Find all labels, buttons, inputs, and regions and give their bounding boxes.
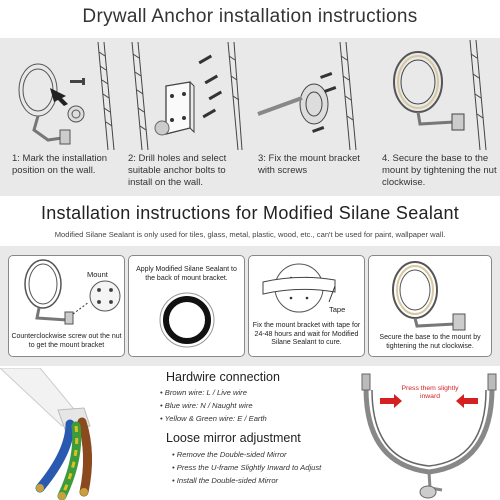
step-1-text: 1: Mark the installation position on the wall. xyxy=(12,153,108,176)
step4-illustration xyxy=(370,40,495,150)
hardwire-item-brown: • Brown wire: L / Live wire xyxy=(160,388,247,397)
step1-illustration xyxy=(8,42,118,150)
hardwire-title: Hardwire connection xyxy=(166,370,280,384)
press-inward-callout: Press them slightly inward xyxy=(401,385,459,400)
loose-item-2: • Press the U-frame Slightly Inward to Adjust xyxy=(172,463,322,472)
sealant-panel-3 xyxy=(248,255,365,357)
step-2-text: 2: Drill holes and select suitable anchor bolts to install on the wall. xyxy=(128,153,227,188)
sealant-note: Modified Silane Sealant is only used for tiles, glass, metal, plastic, wood, etc., can't be used for paint, wallpaper wall. xyxy=(54,230,446,239)
sealant-panel-2 xyxy=(128,255,245,357)
panel-2-caption: Apply Modified Silane Sealant to the back of mount bracket. xyxy=(136,266,237,282)
hardwire-item-green: • Yellow & Green wire: E / Earth xyxy=(160,414,267,423)
tape-illustration xyxy=(249,256,364,320)
tape-label: Tape xyxy=(329,305,346,314)
cable-illustration xyxy=(0,368,140,500)
panel-4-caption: Secure the base to the mount by tightening the nut clockwise. xyxy=(379,334,481,350)
step-3-text: 3: Fix the mount bracket with screws xyxy=(258,153,360,176)
hardwire-item-blue: • Blue wire: N / Naught wire xyxy=(160,401,253,410)
mount-illustration xyxy=(9,256,124,326)
mount-label: Mount xyxy=(87,270,108,279)
secured-mirror-illustration xyxy=(369,256,491,332)
panel-3-caption: Fix the mount bracket with tape for 24-48 hours and wait for Modified Silane Sealant to cure. xyxy=(252,322,361,346)
step3-illustration xyxy=(254,42,364,150)
sealant-panel-4 xyxy=(368,255,492,357)
sealant-ring-illustration xyxy=(157,290,217,350)
page-title: Drywall Anchor installation instructions xyxy=(82,6,418,27)
loose-item-3: • Install the Double-sided Mirror xyxy=(172,476,279,485)
sealant-title: Installation instructions for Modified Silane Sealant xyxy=(40,203,460,223)
panel-1-caption: Counterclockwise screw out the nut to get the mount bracket xyxy=(11,333,122,349)
step-4-text: 4. Secure the base to the mount by tightening the nut clockwise. xyxy=(382,153,497,188)
loose-item-1: • Remove the Double-sided Mirror xyxy=(172,450,287,459)
step2-illustration xyxy=(128,42,243,150)
sealant-panel-1 xyxy=(8,255,125,357)
loose-title: Loose mirror adjustment xyxy=(166,431,301,445)
